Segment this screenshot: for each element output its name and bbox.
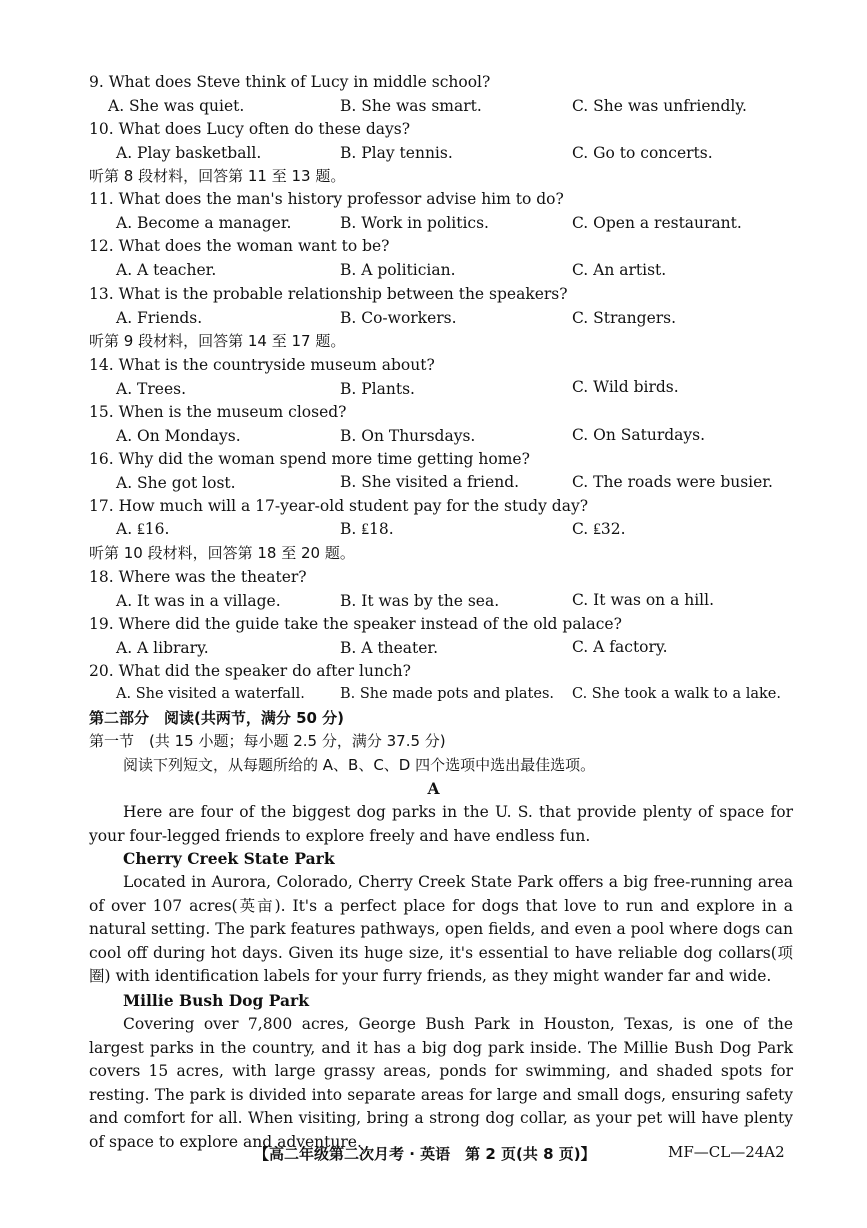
- option-a: A. A teacher.: [116, 261, 217, 279]
- option-c: C. The roads were busier.: [572, 473, 773, 491]
- park-title-millie-bush: Millie Bush Dog Park: [123, 991, 309, 1010]
- option-c: C. Open a restaurant.: [572, 214, 742, 232]
- material-9-instruction: 听第 9 段材料，回答第 14 至 17 题。: [89, 332, 346, 350]
- question-stem: 15. When is the museum closed?: [89, 403, 347, 421]
- question-stem: 10. What does Lucy often do these days?: [89, 120, 411, 138]
- question-stem: 13. What is the probable relationship between the speakers?: [89, 285, 568, 303]
- option-a: A. She got lost.: [116, 474, 236, 492]
- option-a: A. Play basketball.: [116, 144, 262, 162]
- option-a: A. It was in a village.: [116, 592, 281, 610]
- park-text-cherry-creek: Located in Aurora, Colorado, Cherry Creek State Park offers a big free-running area of over 107 acres(英亩). It's a perfect place for dogs that love to run and explore in a natural setting. The park features pathways, open fields, and even a pool where dogs can cool off during hot days. Given its huge size, it's essential to have reliable dog collars(项圈) with identification labels for your furry friends, as they might wander far and wide.: [89, 873, 794, 986]
- option-b: B. ₤18.: [340, 520, 394, 538]
- option-c: C. A factory.: [572, 638, 668, 656]
- question-stem: 9. What does Steve think of Lucy in middle school?: [89, 73, 491, 91]
- option-c: C. ₤32.: [572, 520, 626, 538]
- passage-intro: Here are four of the biggest dog parks in the U. S. that provide plenty of space for your four-legged friends to explore freely and have endless fun.: [89, 803, 793, 845]
- option-c: C. She took a walk to a lake.: [572, 686, 781, 702]
- question-stem: 14. What is the countryside museum about?: [89, 356, 435, 374]
- option-b: B. She made pots and plates.: [340, 686, 554, 702]
- option-a: A. Trees.: [116, 380, 187, 398]
- question-stem: 12. What does the woman want to be?: [89, 237, 390, 255]
- option-a: A. ₤16.: [116, 520, 170, 538]
- option-b: B. Play tennis.: [340, 144, 453, 162]
- passage-letter: A: [427, 779, 440, 798]
- option-c: C. It was on a hill.: [572, 591, 715, 609]
- page-footer-exam-info: 【高二年级第二次月考 · 英语 第 2 页(共 8 页)】: [254, 1145, 596, 1163]
- reading-directions: 阅读下列短文，从每题所给的 A、B、C、D 四个选项中选出最佳选项。: [123, 756, 596, 774]
- option-b: B. Work in politics.: [340, 214, 489, 232]
- option-b: B. A theater.: [340, 639, 439, 657]
- option-c: C. On Saturdays.: [572, 426, 706, 444]
- option-b: B. Plants.: [340, 380, 415, 398]
- option-b: B. On Thursdays.: [340, 427, 476, 445]
- question-stem: 20. What did the speaker do after lunch?: [89, 662, 411, 680]
- option-b: B. She was smart.: [340, 97, 482, 115]
- question-stem: 16. Why did the woman spend more time getting home?: [89, 450, 530, 468]
- option-b: B. A politician.: [340, 261, 456, 279]
- material-8-instruction: 听第 8 段材料，回答第 11 至 13 题。: [89, 167, 346, 185]
- page-footer-code: MF—CL—24A2: [668, 1143, 785, 1161]
- option-c: C. Wild birds.: [572, 378, 679, 396]
- option-a: A. She was quiet.: [108, 97, 245, 115]
- option-a: A. A library.: [116, 639, 209, 657]
- option-a: A. Friends.: [116, 309, 203, 327]
- option-c: C. Go to concerts.: [572, 144, 713, 162]
- question-stem: 17. How much will a 17-year-old student pay for the study day?: [89, 497, 589, 515]
- option-b: B. She visited a friend.: [340, 473, 520, 491]
- section-one-title: 第一节 (共 15 小题；每小题 2.5 分，满分 37.5 分): [89, 732, 446, 750]
- park-text-millie-bush: Covering over 7,800 acres, George Bush Park in Houston, Texas, is one of the largest parks in the country, and it has a big dog park inside. The Millie Bush Dog Park covers 15 acres, with large grassy areas, ponds for swimming, and shaded spots for resting. The park is divided into separate areas for large and small dogs, ensuring safety and comfort for all. When visiting, bring a strong dog collar, as your pet will have plenty of space to explore and adventure.: [89, 1015, 793, 1151]
- option-c: C. An artist.: [572, 261, 667, 279]
- option-a: A. On Mondays.: [116, 427, 241, 445]
- question-stem: 11. What does the man's history professor advise him to do?: [89, 190, 564, 208]
- option-c: C. Strangers.: [572, 309, 677, 327]
- option-a: A. She visited a waterfall.: [116, 686, 305, 702]
- option-b: B. Co-workers.: [340, 309, 457, 327]
- option-a: A. Become a manager.: [116, 214, 292, 232]
- option-b: B. It was by the sea.: [340, 592, 500, 610]
- material-10-instruction: 听第 10 段材料，回答第 18 至 20 题。: [89, 544, 355, 562]
- park-title-cherry-creek: Cherry Creek State Park: [123, 849, 335, 868]
- question-stem: 19. Where did the guide take the speaker instead of the old palace?: [89, 615, 622, 633]
- option-c: C. She was unfriendly.: [572, 97, 747, 115]
- question-stem: 18. Where was the theater?: [89, 568, 307, 586]
- part-two-title: 第二部分 阅读(共两节，满分 50 分): [89, 709, 345, 727]
